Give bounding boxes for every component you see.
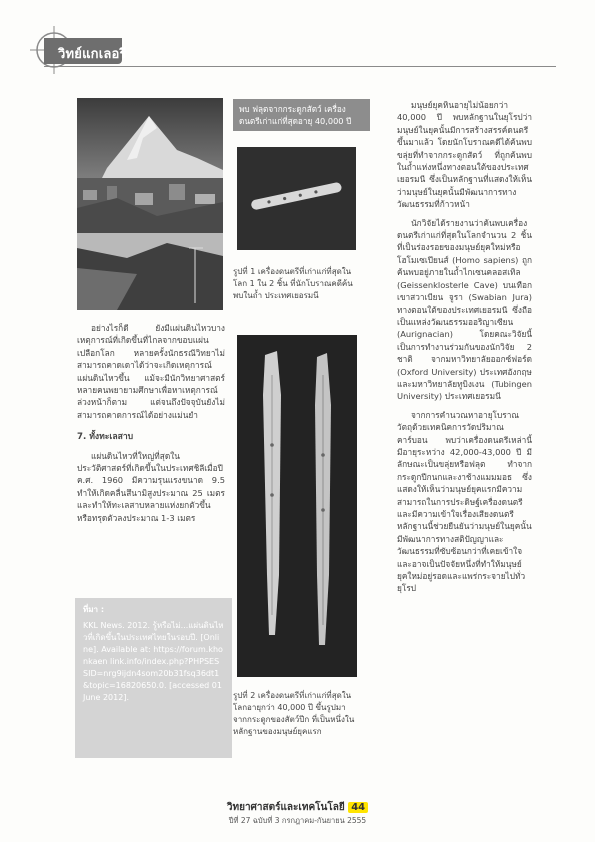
left-paragraph-2: แผ่นดินไหวที่ใหญ่ที่สุดในประวัติศาสตร์ที่เกิดขึ้นในประเทศชิลีเมื่อปี ค.ศ. 1960 มีความรุนแรงขนาด 9.5 ทำให้เกิดคลื่นสึนามิสูงประมาณ 25 เมตร และทำให้ทะเลสาบหลายแห่งยกตัวขึ้นหรือทรุดตัวลงประมาณ 1-3 เมตร bbox=[77, 450, 225, 523]
page-number: 44 bbox=[348, 802, 368, 813]
section-heading-lake: 7. ทั้งทะเลสาบ bbox=[77, 432, 134, 443]
footer-magazine-title bbox=[0, 800, 595, 815]
figure-1-caption: รูปที่ 1 เครื่องดนตรีที่เก่าแก่ที่สุดในโลก 1 ใน 2 ชิ้น ที่นักโบราณคดีค้นพบในถ้ำ ประเทศเยอรมนี bbox=[233, 267, 353, 300]
left-paragraph-1: อย่างไรก็ดี ยังมีแผ่นดินไหวบางเหตุการณ์ที่เกิดขึ้นที่ไกลจากขอบแผ่นเปลือกโลก หลายครั้งนักธรณีวิทยาไม่สามารถคาดเดาได้ว่าจะเกิดเหตุการณ์แผ่นดินไหวขึ้น แม้จะมีนักวิทยาศาสตร์หลายคนพยายามศึกษาเพื่อหาเหตุการณ์ล่วงหน้าก็ตาม แต่จนถึงปัจจุบันยังไม่สามารถคาดการณ์ได้อย่างแม่นยำ bbox=[77, 323, 225, 420]
earthquake-ruins-photo bbox=[77, 98, 223, 310]
header-section-label: วิทย์แกเลอรี bbox=[58, 47, 127, 62]
flute-photo bbox=[237, 147, 356, 250]
flute-caption-box: พบ ฟลุตจากกระดูกสัตว์ เครื่องดนตรีเก่าแก่ที่สุดอายุ 40,000 ปี bbox=[233, 99, 370, 131]
bone-flutes-photo bbox=[237, 335, 357, 677]
right-paragraph-3: จากการคำนวณหาอายุโบราณวัตถุด้วยเทคนิคการวัดปริมาณคาร์บอน พบว่าเครื่องดนตรีเหล่านี้มีอายุระหว่าง 42,000-43,000 ปี มีลักษณะเป็นขลุ่ยหรือฟลุต ทำจากกระดูกปีกนกและงาช้างแมมมอธ ซึ่งแสดงให้เห็นว่ามนุษย์ยุคแรกมีความสามารถในการประดิษฐ์เครื่องดนตรีและมีความเข้าใจเรื่องเสียงดนตรี หลักฐานนี้ช่วยยืนยันว่ามนุษย์ในยุคนั้นมีพัฒนาการทางสติปัญญาและวัฒนธรรมที่ซับซ้อนกว่าที่เคยเข้าใจ และอาจเป็นปัจจัยหนึ่งที่ทำให้มนุษย์ยุคใหม่อยู่รอดและแพร่กระจายไปทั่วยุโรป bbox=[397, 409, 532, 594]
figure-2-caption: รูปที่ 2 เครื่องดนตรีที่เก่าแก่ที่สุดในโลกอายุกว่า 40,000 ปี ขึ้นรูปมาจากกระดูกของสัตว์ปีก ที่เป็นหนึ่งในหลักฐานของมนุษย์ยุคแรก bbox=[233, 691, 355, 736]
references-title: ที่มา : bbox=[83, 605, 105, 614]
magazine-title: วิทยาศาสตร์และเทคโนโลยี bbox=[226, 802, 345, 813]
header-divider bbox=[44, 66, 556, 67]
right-paragraph-1: มนุษย์ยุคหินอายุไม่น้อยกว่า 40,000 ปี พบหลักฐานในยุโรปว่ามนุษย์ในยุคนั้นมีการสร้างสรรค์ดนตรีขึ้นมาแล้ว โดยนักโบราณคดีได้ค้นพบขลุ่ยที่ทำจากกระดูกสัตว์ ที่ถูกค้นพบในถ้ำแห่งหนึ่งทางตอนใต้ของประเทศเยอรมนี ซึ่งเป็นหลักฐานที่แสดงให้เห็นว่ามนุษย์ในยุคนั้นมีพัฒนาการทางวัฒนธรรมที่ก้าวหน้า bbox=[397, 100, 532, 210]
footer-issue-info: ปีที่ 27 ฉบับที่ 3 กรกฎาคม-กันยายน 2555 bbox=[228, 816, 367, 825]
left-column-text bbox=[77, 322, 225, 526]
right-paragraph-2: นักวิจัยได้รายงานว่าค้นพบเครื่องดนตรีเก่าแก่ที่สุดในโลกจำนวน 2 ชิ้น ที่เป็นร่องรอยของมนุษย์ยุคใหม่หรือ โฮโมเซเปียนส์ (Homo sapiens) ถูกค้นพบอยู่ภายในถ้ำไกเซนคลอสเทิล (Geissenklosterle Cave) บนเทือกเขาสวาเบียน จูรา (Swabian Jura) ทางตอนใต้ของประเทศเยอรมนี ซึ่งถือเป็นแหล่งวัฒนธรรมออริญาเซียน (Aurignacian) โดยคณะวิจัยนี้เป็นการทำงานร่วมกันของนักวิจัย 2 ชาติ จากมหาวิทยาลัยออกซ์ฟอร์ด (Oxford University) ประเทศอังกฤษ และมหาวิทยาลัยทูบิงเงน (Tubingen University) ประเทศเยอรมนี bbox=[397, 217, 532, 402]
references-text: KKL News. 2012. รู้หรือไม่...แผ่นดินไหวที่เกิดขึ้นในประเทศไทยในรอบปี. [Online]. Available at: https://forum.khonkaen link.info/index.php?PHPSESSID=nrg9ijdn4som20b31fsq36dt1&topic=16820650.0. [accessed 01 June 2012]. bbox=[83, 621, 224, 702]
right-column-text bbox=[397, 99, 532, 597]
references-box bbox=[75, 598, 232, 758]
